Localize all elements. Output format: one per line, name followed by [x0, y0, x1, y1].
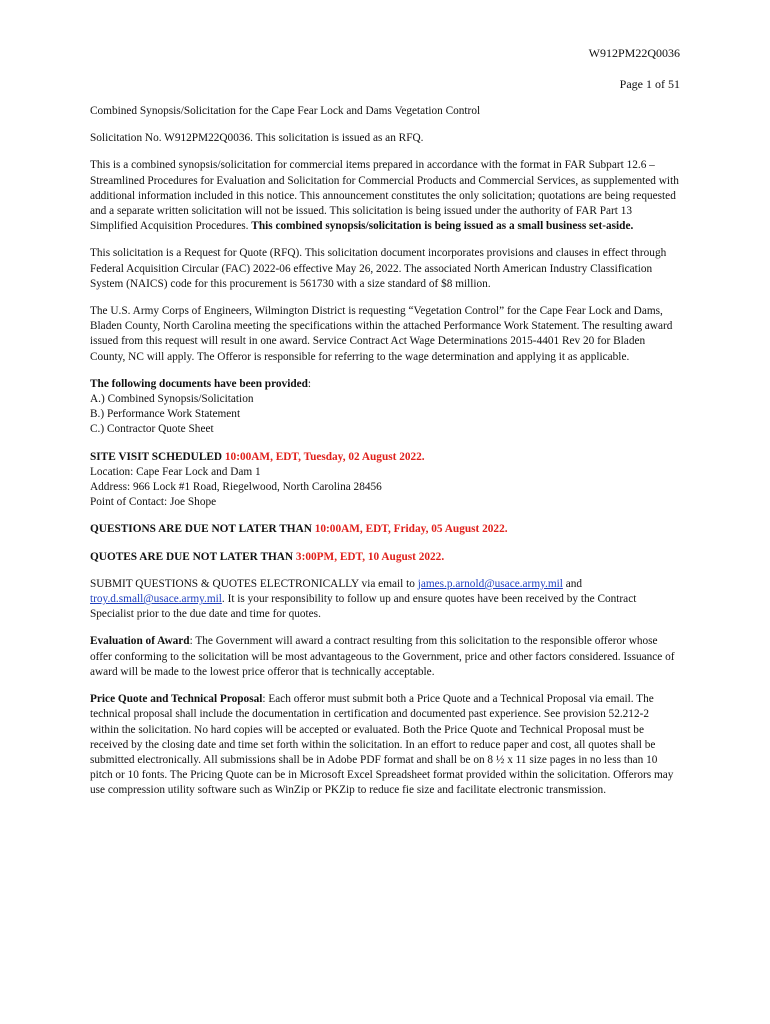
intro-paragraph — [90, 158, 680, 234]
questions-datetime: 10:00AM, EDT, Friday, 05 August 2022. — [314, 523, 508, 536]
site-location: Location: Cape Fear Lock and Dam 1 — [90, 465, 261, 478]
price-proposal-text: : Each offeror must submit both a Price Quote and a Technical Proposal via email. The technical proposal shall include the documentation in certification and documented past experience. See provision 52.212-2 within the solicitation. No hard copies will be accepted or evaluated. Both the Price Quote and Technical Proposal must be received by the closing date and time set forth within the solicitation. In an effort to reduce paper and cost, all quotes shall be submitted electronically. All submissions shall be in Adobe PDF format and shall be on 8 ½ x 11 size pages in no less than 10 pitch or 10 fonts. The Pricing Quote can be in Microsoft Excel Spreadsheet format provided within the solicitation. Offerors may use compression utility software such as WinZip or PKZip to reduce fie size and facilitate electronic transmission. — [90, 693, 674, 797]
quotes-datetime: 3:00PM, EDT, 10 August 2022. — [295, 550, 445, 563]
documents-heading: The following documents have been provided — [90, 377, 308, 390]
documents-section — [90, 377, 680, 438]
submission-followup: . It is your responsibility to follow up and ensure quotes have been received by the Contract Specialist prior to the due date and time for quotes. — [90, 593, 637, 621]
document-item: A.) Combined Synopsis/Solicitation — [90, 393, 254, 406]
document-title: Combined Synopsis/Solicitation for the Cape Fear Lock and Dams Vegetation Control — [90, 105, 481, 117]
page-number: Page 1 of 51 — [619, 77, 680, 91]
price-proposal-label: Price Quote and Technical Proposal — [90, 693, 263, 706]
site-visit-datetime: 10:00AM, EDT, Tuesday, 02 August 2022. — [224, 450, 425, 463]
documents-heading-colon: : — [307, 377, 312, 390]
email-link-arnold[interactable]: james.p.arnold@usace.army.mil — [417, 577, 563, 590]
intro-text: This is a combined synopsis/solicitation for commercial items prepared in accordance with the format in FAR Subpart 12.6 – Streamlined Procedures for Evaluation and Solicitation for Commercial Products and Commercial Services, as supplemented with additional information included in this notice. This announcement constitutes the only solicitation; quotations are being requested and a separate written solicitation will not be issued. This solicitation is being issued under the authority of FAR Part 13 Simplified Acquisition Procedures. — [90, 159, 679, 233]
requirement-paragraph: The U.S. Army Corps of Engineers, Wilmington District is requesting “Vegetation Control” for the Cape Fear Lock and Dams, Bladen County, North Carolina meeting the specifications within the attached Performance Work Statement. The resulting award issued from this request will result in one award. Service Contract Act Wage Determinations 2015-4401 Rev 20 for Bladen County, NC will apply. The Offeror is responsible for referring to the wage determination and applying it as applicable. — [90, 305, 673, 363]
document-item: B.) Performance Work Statement — [90, 408, 241, 421]
submission-intro: SUBMIT QUESTIONS & QUOTES ELECTRONICALLY via email to — [90, 577, 415, 590]
evaluation-paragraph — [90, 634, 680, 680]
document-item: C.) Contractor Quote Sheet — [90, 423, 214, 436]
questions-deadline — [90, 522, 680, 537]
quotes-label: QUOTES ARE DUE NOT LATER THAN — [90, 550, 294, 563]
evaluation-text: : The Government will award a contract resulting from this solicitation to the responsible offeror whose offer conforming to the solicitation will be most advantageous to the Government, price and other factors considered. Issuance of award will be made to the lowest price offeror that is technically acceptable. — [90, 635, 675, 678]
set-aside-notice: This combined synopsis/solicitation is being issued as a small business set-aside. — [251, 220, 634, 233]
submission-paragraph — [90, 577, 680, 623]
solicitation-line: Solicitation No. W912PM22Q0036. This solicitation is issued as an RFQ. — [90, 132, 424, 145]
document-body — [90, 104, 680, 811]
solicitation-number-header: W912PM22Q0036 — [588, 46, 680, 60]
site-contact: Point of Contact: Joe Shope — [90, 496, 217, 509]
questions-label: QUESTIONS ARE DUE NOT LATER THAN — [90, 523, 312, 536]
price-proposal-paragraph — [90, 692, 680, 798]
email-link-small[interactable]: troy.d.small@usace.army.mil — [90, 593, 222, 606]
quotes-deadline — [90, 550, 680, 565]
submission-and: and — [565, 577, 583, 590]
site-address: Address: 966 Lock #1 Road, Riegelwood, North Carolina 28456 — [90, 481, 382, 494]
evaluation-label: Evaluation of Award — [90, 635, 190, 648]
site-visit-label: SITE VISIT SCHEDULED — [90, 450, 223, 463]
site-visit-section — [90, 450, 680, 511]
rfq-paragraph: This solicitation is a Request for Quote (RFQ). This solicitation document incorporates provisions and clauses in effect through Federal Acquisition Circular (FAC) 2022-06 effective May 26, 2022. The associated North American Industry Classification System (NAICS) code for this procurement is 561730 with a size standard of $8 million. — [90, 247, 667, 290]
